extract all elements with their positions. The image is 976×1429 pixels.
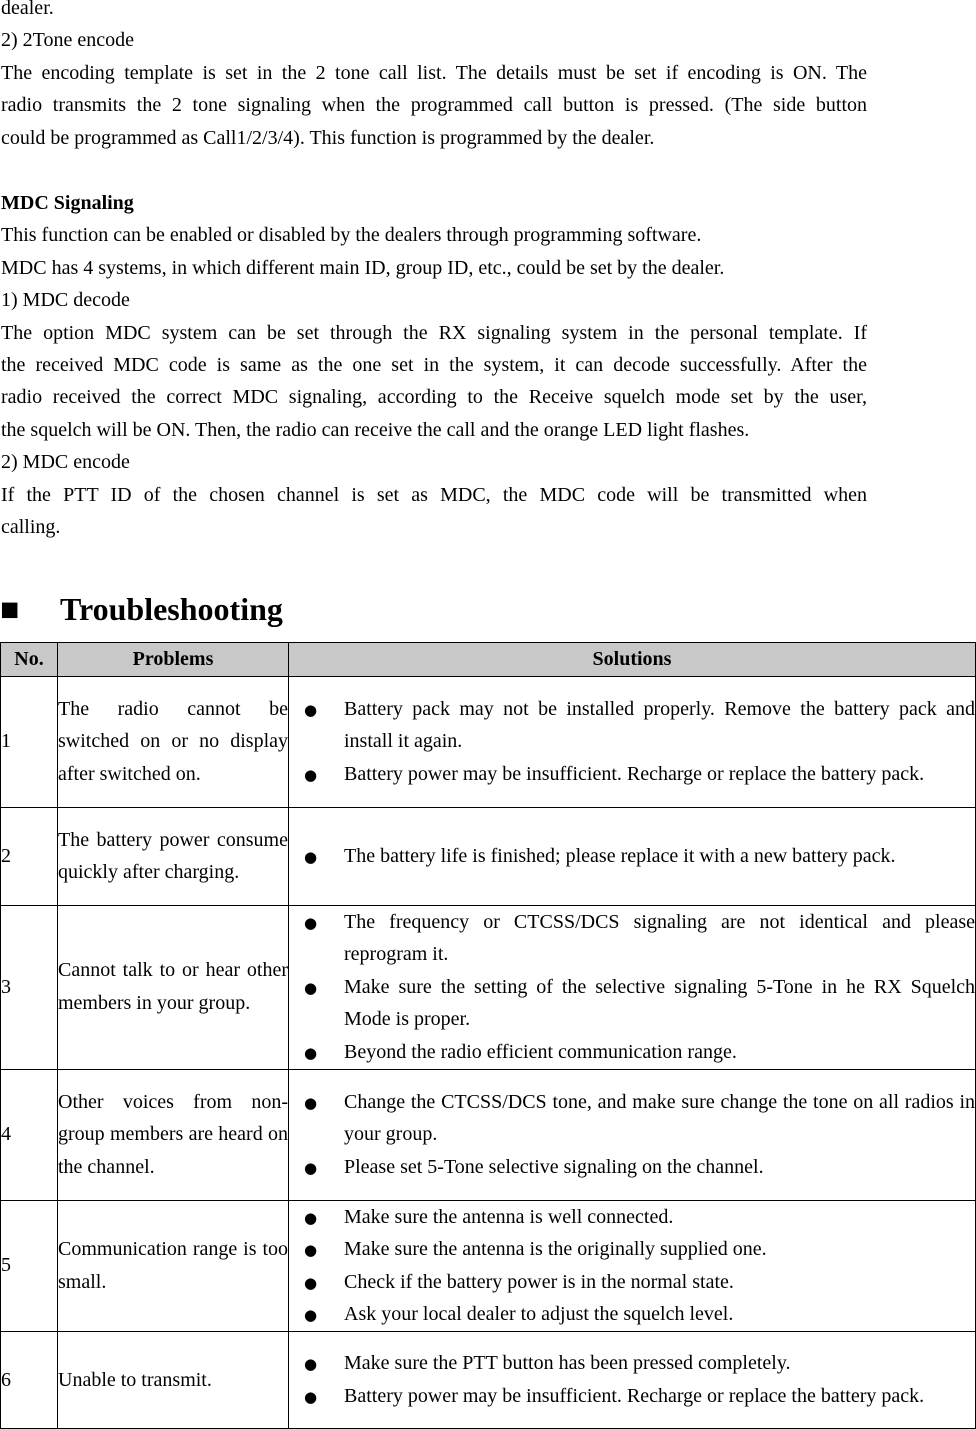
bullet-icon: [304, 1086, 317, 1120]
solution-text: Change the CTCSS/DCS tone, and make sure change the tone on all radios in your group.: [344, 1090, 975, 1146]
mdc-encode-heading: 2) MDC encode: [1, 451, 130, 474]
bullet-icon: [304, 840, 317, 874]
text-line: could be programmed as Call1/2/3/4). This function is programmed by the dealer.: [1, 126, 655, 149]
table-row: [1, 1200, 976, 1331]
solution-text: Ask your local dealer to adjust the squelch level.: [344, 1303, 734, 1326]
header-problems: Problems: [58, 643, 289, 677]
bullet-icon: [304, 758, 317, 792]
list-item: [289, 758, 975, 791]
solution-text: Make sure the setting of the selective signaling 5-Tone in he RX Squelch Mode is proper.: [344, 975, 975, 1031]
row-number: 1: [1, 676, 58, 807]
solution-text: Make sure the PTT button has been pressed completely.: [344, 1352, 791, 1375]
list-item: [289, 1086, 975, 1151]
text-line: the squelch will be ON. Then, the radio can receive the call and the orange LED light flashes.: [1, 418, 750, 441]
list-item: [289, 971, 975, 1036]
list-item: [289, 1151, 975, 1184]
solutions-cell: [289, 807, 976, 905]
row-number: 3: [1, 905, 58, 1069]
solution-text: Beyond the radio efficient communication range.: [344, 1040, 737, 1063]
text-line: This function can be enabled or disabled by the dealers through programming software.: [1, 224, 702, 247]
bullet-icon: [304, 1036, 317, 1070]
troubleshooting-table: [0, 642, 976, 1429]
header-no: No.: [1, 643, 58, 677]
solution-text: Please set 5-Tone selective signaling on the channel.: [344, 1155, 764, 1178]
solution-text: Battery power may be insufficient. Recharge or replace the battery pack.: [344, 1384, 925, 1407]
text-line: MDC has 4 systems, in which different main ID, group ID, etc., could be set by the dealer.: [1, 256, 725, 279]
table-row: [1, 905, 976, 1069]
list-item: [289, 840, 975, 873]
solution-text: Make sure the antenna is the originally supplied one.: [344, 1238, 767, 1261]
solutions-cell: [289, 1200, 976, 1331]
list-item: [289, 906, 975, 971]
problem-cell: Other voices from non-group members are heard on the channel.: [58, 1069, 289, 1200]
table-row: [1, 676, 976, 807]
text-line: If the PTT ID of the chosen channel is set as MDC, the MDC code will be transmitted when: [1, 483, 867, 506]
text-line: dealer.: [1, 0, 54, 19]
bullet-icon: [304, 1380, 317, 1414]
row-number: 5: [1, 1200, 58, 1331]
bullet-icon: [304, 1201, 317, 1235]
mdc-decode-heading: 1) MDC decode: [1, 289, 130, 312]
text-line: radio transmits the 2 tone signaling when the programmed call button is pressed. (The side button: [1, 94, 867, 117]
list-item: [289, 1347, 975, 1380]
bullet-icon: [304, 971, 317, 1005]
mdc-title: MDC Signaling: [1, 192, 134, 214]
solution-text: Battery pack may not be installed properly. Remove the battery pack and install it again.: [344, 697, 975, 753]
list-item: [289, 1380, 975, 1413]
section-title: Troubleshooting: [60, 591, 283, 627]
list-item: [289, 1266, 975, 1299]
problem-cell: Unable to transmit.: [58, 1331, 289, 1428]
solution-text: The battery life is finished; please replace it with a new battery pack.: [344, 844, 896, 867]
table-header-row: [1, 643, 976, 677]
troubleshooting-heading: [0, 589, 283, 629]
bullet-icon: [304, 1151, 317, 1185]
solution-text: Make sure the antenna is well connected.: [344, 1205, 674, 1228]
solutions-cell: [289, 676, 976, 807]
solution-text: Check if the battery power is in the normal state.: [344, 1270, 734, 1293]
text-line: radio received the correct MDC signaling, according to the Receive squelch mode set by the user,: [1, 386, 867, 409]
list-item: [289, 1298, 975, 1331]
row-number: 6: [1, 1331, 58, 1428]
two-tone-section: [1, 0, 867, 154]
text-line: the received MDC code is same as the one set in the system, it can decode successfully. After the: [1, 353, 867, 376]
bullet-icon: [304, 1266, 317, 1300]
problem-cell: Communication range is too small.: [58, 1200, 289, 1331]
solutions-cell: [289, 1331, 976, 1428]
bullet-icon: [304, 1347, 317, 1381]
list-item: [289, 1201, 975, 1234]
row-number: 2: [1, 807, 58, 905]
list-item: [289, 1036, 975, 1069]
bullet-icon: [304, 1233, 317, 1267]
problem-cell: The radio cannot be switched on or no display after switched on.: [58, 676, 289, 807]
solutions-cell: [289, 1069, 976, 1200]
text-line: The encoding template is set in the 2 tone call list. The details must be set if encoding is ON. The: [1, 61, 867, 84]
mdc-section: [1, 187, 867, 543]
solution-text: The frequency or CTCSS/DCS signaling are not identical and please reprogram it.: [344, 910, 975, 966]
list-item: [289, 693, 975, 758]
square-bullet-icon: ■: [0, 591, 20, 627]
problem-cell: Cannot talk to or hear other members in your group.: [58, 905, 289, 1069]
list-item: [289, 1233, 975, 1266]
bullet-icon: [304, 906, 317, 940]
row-number: 4: [1, 1069, 58, 1200]
text-line: calling.: [1, 515, 61, 538]
table-row: [1, 1069, 976, 1200]
problem-cell: The battery power consume quickly after charging.: [58, 807, 289, 905]
two-tone-encode-heading: 2) 2Tone encode: [1, 29, 134, 52]
header-solutions: Solutions: [289, 643, 976, 677]
table-row: [1, 807, 976, 905]
bullet-icon: [304, 693, 317, 727]
table-row: [1, 1331, 976, 1428]
bullet-icon: [304, 1298, 317, 1332]
solution-text: Battery power may be insufficient. Recharge or replace the battery pack.: [344, 762, 925, 785]
solutions-cell: [289, 905, 976, 1069]
text-line: The option MDC system can be set through the RX signaling system in the personal template. If: [1, 321, 867, 344]
